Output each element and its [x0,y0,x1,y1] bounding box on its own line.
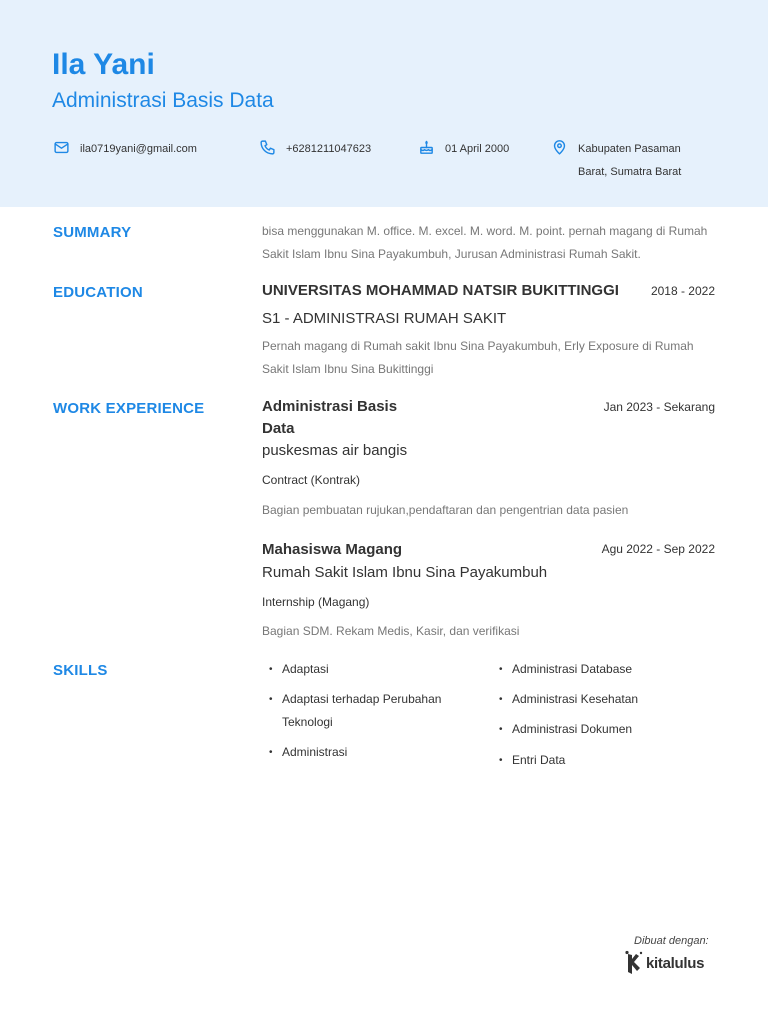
cake-icon [418,139,435,156]
email-text: ila0719yani@gmail.com [80,143,197,155]
education-school: UNIVERSITAS MOHAMMAD NATSIR BUKITTINGGI [262,282,619,299]
work-heading: WORK EXPERIENCE [53,400,205,417]
contact-location [551,138,698,184]
skill-item: • Adaptasi [269,662,329,676]
candidate-name: Ila Yani [52,48,155,81]
contact-birth-date [418,138,509,161]
location-pin-icon [551,139,568,156]
skills-heading: SKILLS [53,662,108,679]
phone-icon [259,139,276,156]
birth-date-text: 01 April 2000 [445,143,510,155]
phone-text: +6281211047623 [286,143,372,155]
summary-text: bisa menggunakan M. office. M. excel. M. word. M. point. pernah magang di Rumah Sakit Islam Ibnu Sina Payakumbuh, Jurusan Administrasi Rumah Sakit. [262,224,708,261]
candidate-role: Administrasi Basis Data [52,89,274,112]
education-years: 2018 - 2022 [650,284,715,298]
skill-item: • Administrasi Database [499,662,633,676]
skill-item: • Administrasi Kesehatan [499,692,639,706]
skill-item: • Administrasi Dokumen [499,722,633,736]
resume-header [0,0,768,207]
education-description: Pernah magang di Rumah sakit Ibnu Sina Payakumbuh, Erly Exposure di Rumah Sakit Islam Ibnu Sina Bukittinggi [262,339,694,376]
job-description: Bagian SDM. Rekam Medis, Kasir, dan verifikasi [262,624,520,638]
kitalulus-logo-icon [624,950,644,976]
brand-logo [624,950,704,976]
job-dates: Jan 2023 - Sekarang [603,400,715,414]
skill-item: • Adaptasi terhadap Perubahan Teknologi [269,692,442,729]
job-type: Internship (Magang) [262,595,370,609]
skill-item: • Administrasi [269,745,348,759]
education-heading: EDUCATION [53,284,143,301]
education-degree: S1 - ADMINISTRASI RUMAH SAKIT [262,310,507,327]
job-company: puskesmas air bangis [262,442,408,459]
summary-heading: SUMMARY [53,224,132,241]
job-title: Mahasiswa Magang [262,541,403,558]
contact-email[interactable] [53,138,197,161]
job-type: Contract (Kontrak) [262,473,361,487]
job-company: Rumah Sakit Islam Ibnu Sina Payakumbuh [262,564,548,581]
brand-name: kitalulus [646,954,705,972]
job-description: Bagian pembuatan rujukan,pendaftaran dan pengentrian data pasien [262,503,629,517]
location-text: Kabupaten Pasaman Barat, Sumatra Barat [578,143,682,178]
contact-phone[interactable] [259,138,371,161]
mail-icon [53,139,70,156]
job-title: Administrasi Basis Data [262,398,398,437]
job-dates: Agu 2022 - Sep 2022 [601,542,715,556]
skill-item: • Entri Data [499,753,566,767]
made-with-label: Dibuat dengan: [634,935,709,947]
